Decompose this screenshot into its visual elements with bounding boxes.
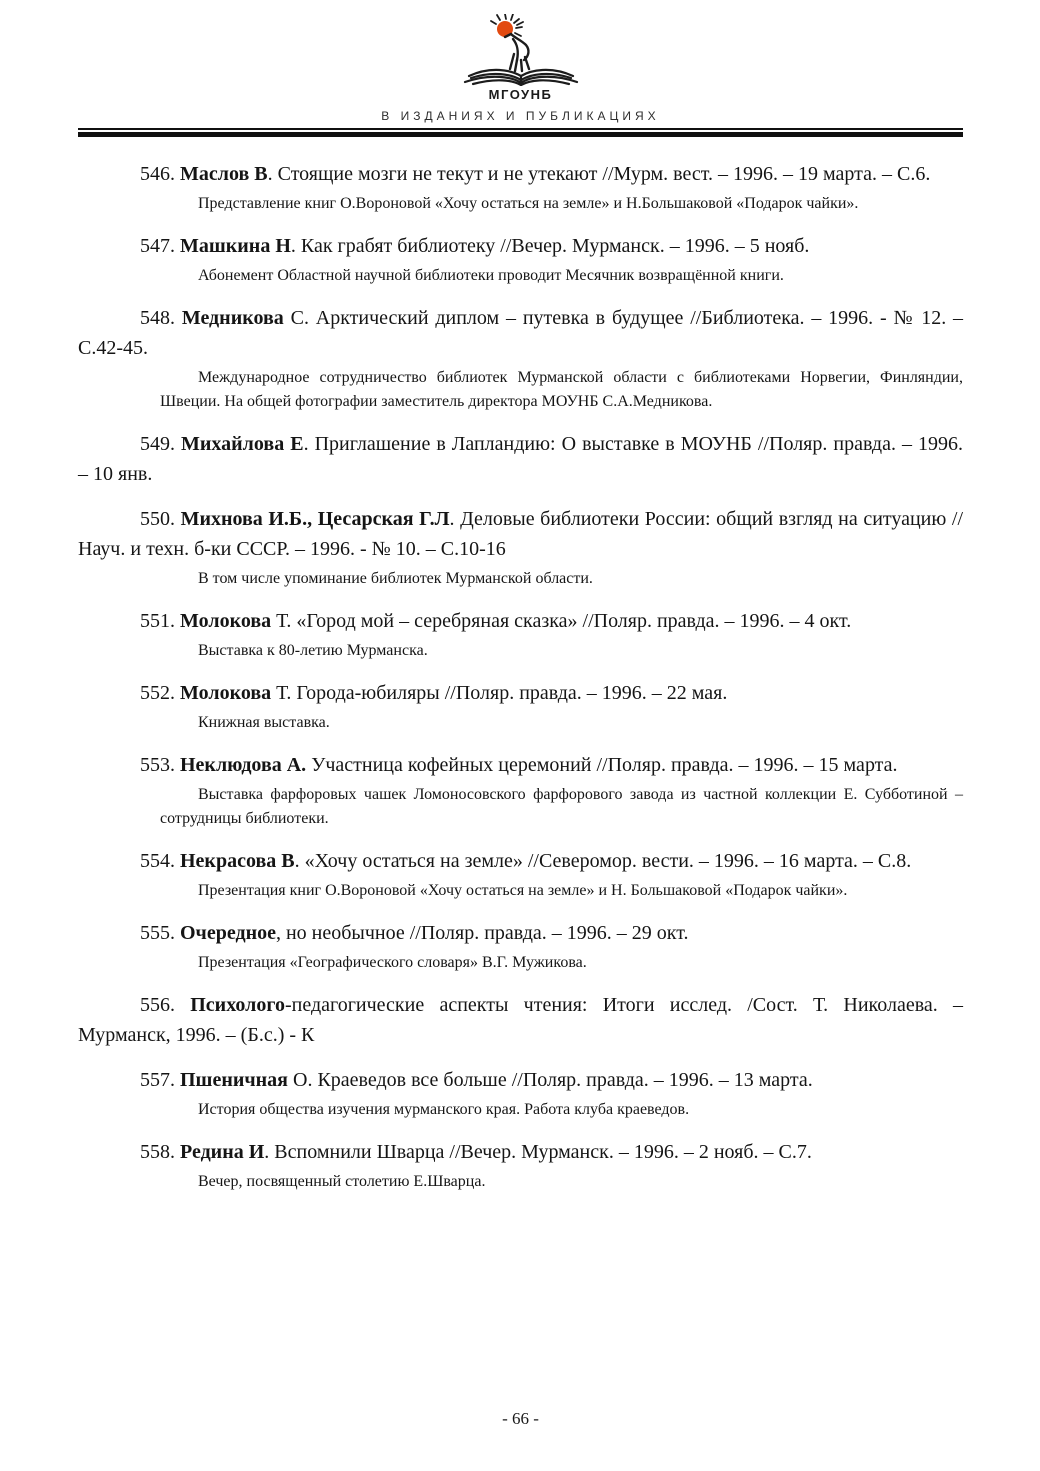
page-header [78, 14, 963, 137]
entry-annotation: Книжная выставка. [198, 714, 330, 731]
entry-annotation: Абонемент Областной научной библиотеки проводит Месячник возвращённой книги. [198, 267, 784, 284]
citation-text [78, 303, 963, 363]
bibliography-entry [78, 159, 963, 216]
entry-number: 550. [140, 508, 181, 530]
citation-text [78, 678, 963, 708]
entry-citation-rest: О. Краеведов все больше //Поляр. правда. – 1996. – 13 марта. [288, 1069, 813, 1091]
entry-citation-rest: . «Хочу остаться на земле» //Северомор. вести. – 1996. – 16 марта. – С.8. [294, 850, 912, 872]
bibliography-entry [78, 429, 963, 489]
entry-annotation: Выставка фарфоровых чашек Ломоносовского фарфорового завода из частной коллекции Е. Субботиной – сотрудницы библиотеки. [160, 786, 963, 827]
entry-author: Редина И [180, 1141, 265, 1163]
entry-citation-rest: . Приглашение в Лапландию: О выставке в МОУНБ //Поляр. правда. – 1996. – 10 янв. [78, 433, 963, 485]
bibliography-entry [78, 303, 963, 414]
citation-text [78, 750, 963, 780]
citation-text [78, 846, 963, 876]
open-book-shape [465, 70, 577, 85]
entry-author: Очередное [180, 922, 276, 944]
entry-number: 558. [140, 1141, 180, 1163]
bibliography-entry [78, 750, 963, 831]
citation-text [78, 1137, 963, 1167]
entry-citation-rest: . Вспомнили Шварца //Вечер. Мурманск. – 1996. – 2 нояб. – С.7. [264, 1141, 812, 1163]
entry-citation-rest: Т. «Город мой – серебряная сказка» //Поляр. правда. – 1996. – 4 окт. [271, 610, 852, 632]
entry-annotation: В том числе упоминание библиотек Мурманской области. [198, 570, 593, 587]
entry-annotation: Презентация «Географического словаря» В.Г. Мужикова. [198, 954, 587, 971]
citation-text [78, 429, 963, 489]
entry-author: Неклюдова А. [180, 754, 307, 776]
citation-text [78, 606, 963, 636]
citation-text [78, 1065, 963, 1095]
header-subtitle: В ИЗДАНИЯХ И ПУБЛИКАЦИЯХ [381, 109, 660, 123]
entry-number: 551. [140, 610, 180, 632]
bibliography-entry [78, 606, 963, 663]
entry-annotation: Выставка к 80-летию Мурманска. [198, 642, 428, 659]
bibliography-list [78, 159, 963, 1194]
page-footer [78, 1409, 963, 1471]
entry-citation-rest: -педагогические аспекты чтения: Итоги исслед. /Сост. Т. Николаева. – Мурманск, 1996. – (Б.с.) - К [78, 994, 964, 1046]
entry-citation-rest: . Стоящие мозги не текут и не утекают //Мурм. вест. – 1996. – 19 марта. – С.6. [267, 163, 931, 185]
bibliography-entry [78, 846, 963, 903]
entry-author: Молокова [180, 610, 272, 632]
entry-author: Медникова [181, 307, 284, 329]
entry-citation-rest: Т. Города-юбиляры //Поляр. правда. – 1996. – 22 мая. [271, 682, 728, 704]
entry-author: Маслов В [180, 163, 268, 185]
logo-title: МГОУНБ [488, 87, 553, 102]
entry-number: 546. [140, 163, 180, 185]
entry-annotation: Презентация книг О.Вороновой «Хочу остаться на земле» и Н. Большаковой «Подарок чайки». [198, 882, 848, 899]
entry-author: Некрасова В [180, 850, 295, 872]
entry-citation-rest: , но необычное //Поляр. правда. – 1996. – 29 окт. [275, 922, 689, 944]
entry-author: Пшеничная [180, 1069, 288, 1091]
entry-annotation: Представление книг О.Вороновой «Хочу остаться на земле» и Н.Большаковой «Подарок чайки». [198, 195, 859, 212]
citation-text [78, 504, 963, 564]
entry-citation-rest: Участница кофейных церемоний //Поляр. правда. – 1996. – 15 марта. [306, 754, 898, 776]
entry-citation-rest: . Как грабят библиотеку //Вечер. Мурманск. – 1996. – 5 нояб. [290, 235, 810, 257]
deer-shape [505, 34, 529, 71]
bibliography-entry [78, 678, 963, 735]
entry-number: 548. [140, 307, 182, 329]
entry-author: Молокова [180, 682, 272, 704]
entry-citation-rest: . Деловые библиотеки России: общий взгляд на ситуацию //Науч. и техн. б-ки СССР. – 1996. - № 10. – С.10-16 [78, 508, 964, 560]
entry-annotation: Международное сотрудничество библиотек Мурманской области с библиотеками Норвегии, Финляндии, Швеции. На общей фотографии заместитель директора МОУНБ С.А.Медникова. [160, 369, 963, 410]
entry-annotation: Вечер, посвященный столетию Е.Шварца. [198, 1173, 486, 1190]
entry-number: 552. [140, 682, 180, 704]
citation-text [78, 159, 963, 189]
entry-number: 554. [140, 850, 180, 872]
entry-annotation: История общества изучения мурманского края. Работа клуба краеведов. [198, 1101, 690, 1118]
entry-author: Михнова И.Б., Цесарская Г.Л [180, 508, 450, 530]
bibliography-entry [78, 504, 963, 591]
entry-number: 555. [140, 922, 180, 944]
entry-number: 549. [140, 433, 182, 455]
page-number: - 66 - [502, 1409, 539, 1428]
citation-text [78, 918, 963, 948]
bibliography-entry [78, 231, 963, 288]
bibliography-entry [78, 990, 963, 1050]
entry-author: Машкина Н [180, 235, 291, 257]
entry-author: Психолого [190, 994, 285, 1016]
entry-number: 556. [140, 994, 191, 1016]
bibliography-entry [78, 1137, 963, 1194]
citation-text [78, 231, 963, 261]
bibliography-entry [78, 1065, 963, 1122]
bibliography-entry [78, 918, 963, 975]
citation-text [78, 990, 963, 1050]
entry-citation-rest: С. Арктический диплом – путевка в будущее //Библиотека. – 1996. - № 12. – С.42-45. [78, 307, 964, 359]
entry-number: 553. [140, 754, 180, 776]
reindeer-sun-book-logo-icon [451, 14, 591, 86]
entry-number: 557. [140, 1069, 180, 1091]
entry-number: 547. [140, 235, 180, 257]
header-divider [78, 128, 963, 137]
entry-author: Михайлова Е [181, 433, 304, 455]
